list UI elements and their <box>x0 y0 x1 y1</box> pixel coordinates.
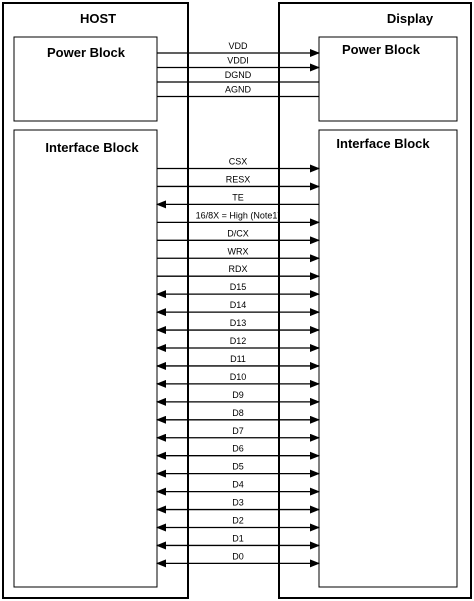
signal-label-d14: D14 <box>229 300 247 311</box>
signal-label-d13: D13 <box>229 318 247 329</box>
signal-label-d12: D12 <box>229 336 247 346</box>
signal-label-agnd: AGND <box>224 84 252 95</box>
signal-label-d3: D3 <box>232 497 244 508</box>
signal-label-d-cx: D/CX <box>227 228 249 239</box>
signal-label-d4: D4 <box>232 479 244 490</box>
host-interface-block <box>14 130 157 587</box>
signal-label-te: TE <box>232 192 244 203</box>
signal-label-vdd: VDD <box>228 41 248 51</box>
signal-label-d7: D7 <box>232 425 244 436</box>
signal-label-d6: D6 <box>232 443 244 454</box>
display-power-block-title: Power Block <box>341 42 421 57</box>
display-title: Display <box>386 11 434 26</box>
signal-label-d5: D5 <box>232 461 244 472</box>
signal-label-resx: RESX <box>225 174 251 185</box>
signal-label-vddi: VDDI <box>227 55 249 66</box>
host-interface-block-title: Interface Block <box>45 140 139 155</box>
interface-signal-lines <box>157 157 319 564</box>
signal-label-d10: D10 <box>229 371 247 382</box>
signal-label-d9: D9 <box>232 389 244 400</box>
signal-label-d0: D0 <box>232 551 244 562</box>
signal-label-d1: D1 <box>232 533 244 544</box>
signal-label-d11: D11 <box>230 353 246 364</box>
signal-label-csx: CSX <box>228 156 248 167</box>
signal-label-d8: D8 <box>232 407 244 418</box>
signal-label-rdx: RDX <box>228 264 248 275</box>
display-interface-block-title: Interface Block <box>336 136 430 151</box>
display-box <box>279 3 471 598</box>
power-signal-lines <box>157 41 319 97</box>
signal-label-d2: D2 <box>232 515 244 526</box>
host-box <box>3 3 188 598</box>
signal-label-16-8x-high-note1: 16/8X = High (Note1) <box>195 210 281 221</box>
host-power-block-title: Power Block <box>46 45 126 60</box>
signal-label-dgnd: DGND <box>224 70 252 80</box>
signal-label-d15: D15 <box>229 282 247 293</box>
signal-label-wrx: WRX <box>227 246 249 257</box>
host-title: HOST <box>79 11 117 26</box>
display-interface-block <box>319 130 457 587</box>
